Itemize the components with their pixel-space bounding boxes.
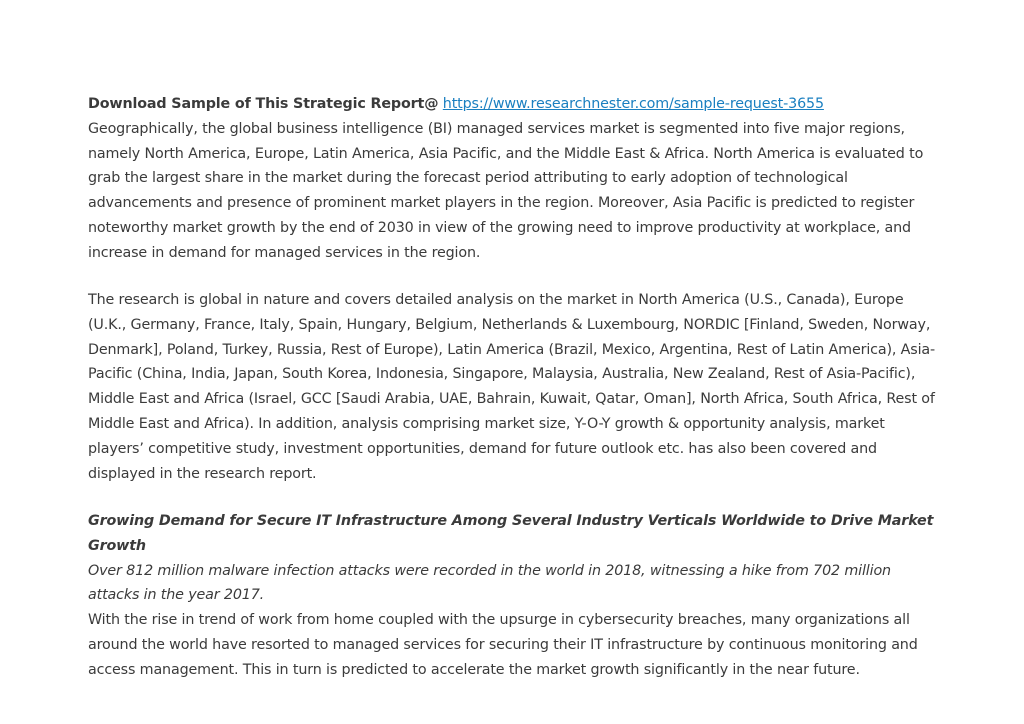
paragraph-research-scope: The research is global in nature and covers detailed analysis on the market in North America (U.S., Canada), Europe (U.K., Germany, France, Italy, Spain, Hungary, Belgium, Netherlands & Luxembourg, NORDIC [Finland, Sweden, Norway, Denmark], Poland, Turkey, Russia, Rest of Europe), Latin America (Brazil, Mexico, Argentina, Rest of Latin America), Asia-Pacific (China, India, Japan, South Korea, Indonesia, Singapore, Malaysia, Australia, New Zealand, Rest of Asia-Pacific), Middle East and Africa (Israel, GCC [Saudi Arabia, UAE, Bahrain, Kuwait, Qatar, Oman], North Africa, South Africa, Rest of Middle East and Africa). In addition, analysis comprising market size, Y-O-Y growth & opportunity analysis, market players’ competitive study, investment opportunities, demand for future outlook etc. has also been covered and displayed in the research report.	[88, 292, 936, 482]
sample-request-link[interactable]: https://www.researchnester.com/sample-request-3655	[442, 96, 824, 112]
section-heading: Growing Demand for Secure IT Infrastructure Among Several Industry Verticals Worldwide to Drive Market Growth	[88, 512, 934, 554]
document-page	[88, 92, 938, 683]
download-label: Download Sample of This Strategic Report@	[88, 96, 439, 112]
download-line	[88, 92, 938, 117]
malware-statistic: Over 812 million malware infection attacks were recorded in the world in 2018, witnessing a hike from 702 million attacks in the year 2017.	[88, 562, 891, 604]
paragraph-market-growth: With the rise in trend of work from home coupled with the upsurge in cybersecurity breaches, many organizations all around the world have resorted to managed services for securing their IT infrastructure by continuous monitoring and access management. This in turn is predicted to accelerate the market growth significantly in the near future.	[88, 612, 918, 678]
paragraph-regional-overview: Geographically, the global business intelligence (BI) managed services market is segmented into five major regions, namely North America, Europe, Latin America, Asia Pacific, and the Middle East & Africa. North America is evaluated to grab the largest share in the market during the forecast period attributing to early adoption of technological advancements and presence of prominent market players in the region. Moreover, Asia Pacific is predicted to register noteworthy market growth by the end of 2030 in view of the growing need to improve productivity at workplace, and increase in demand for managed services in the region.	[88, 120, 924, 261]
